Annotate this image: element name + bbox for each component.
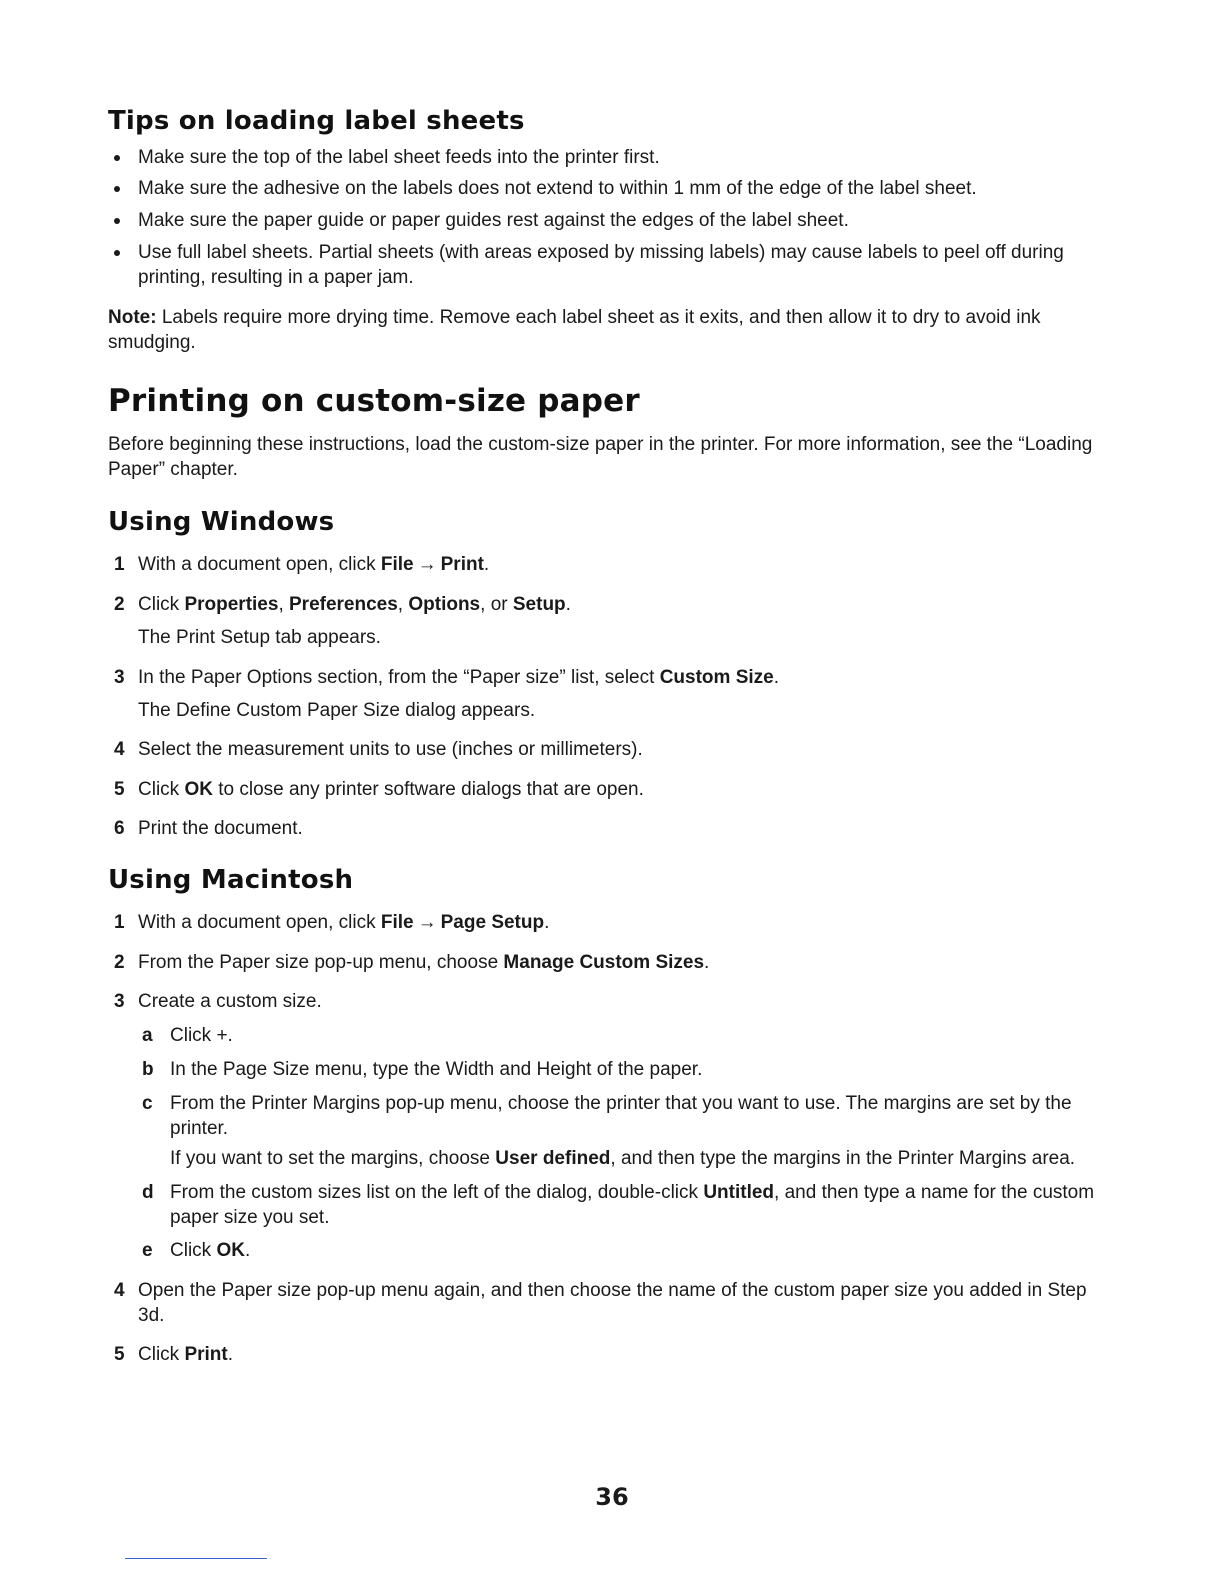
mac-step-2: 2 From the Paper size pop-up menu, choose Manage Custom Sizes.: [114, 952, 710, 973]
windows-step-1: 1 With a document open, click File → Print.: [114, 554, 490, 575]
windows-step-2: 2 Click Properties, Preferences, Options, or Setup.: [114, 594, 571, 615]
custom-intro: Before beginning these instructions, load the custom-size paper in the printer. For more information, see the “Loading Paper” chapter.: [108, 434, 1093, 480]
mac-substep-e: e Click OK.: [142, 1240, 251, 1261]
bullet-icon: [114, 186, 120, 192]
arrow-right-icon: →: [417, 912, 437, 933]
windows-step-2-result: The Print Setup tab appears.: [138, 627, 381, 648]
list-item: Make sure the adhesive on the labels does not extend to within 1 mm of the edge of the label sheet.: [108, 176, 1113, 201]
windows-step-3: 3 In the Paper Options section, from the “Paper size” list, select Custom Size.: [114, 667, 779, 688]
bullet-icon: [114, 155, 120, 161]
list-item: Make sure the top of the label sheet feeds into the printer first.: [108, 145, 1113, 170]
list-item: Make sure the paper guide or paper guides rest against the edges of the label sheet.: [108, 208, 1113, 233]
mac-step-4: 4 Open the Paper size pop-up menu again, and then choose the name of the custom paper size you added in Step 3d.: [114, 1280, 1087, 1326]
windows-step-3-result: The Define Custom Paper Size dialog appears.: [138, 700, 536, 721]
windows-step-5: 5 Click OK to close any printer software dialogs that are open.: [114, 779, 644, 800]
tips-heading: Tips on loading label sheets: [108, 106, 525, 136]
list-item: Use full label sheets. Partial sheets (with areas exposed by missing labels) may cause labels to peel off during printing, resulting in a paper jam.: [108, 240, 1113, 290]
mac-substep-b: b In the Page Size menu, type the Width and Height of the paper.: [142, 1059, 703, 1080]
mac-step-3: 3 Create a custom size.: [114, 991, 322, 1012]
footer-divider: [125, 1558, 267, 1559]
mac-substep-d: d From the custom sizes list on the left of the dialog, double-click Untitled, and then type a name for the custom paper size you set.: [142, 1182, 1095, 1228]
windows-heading: Using Windows: [108, 507, 335, 537]
arrow-right-icon: →: [417, 554, 437, 575]
bullet-icon: [114, 250, 120, 256]
windows-step-4: 4 Select the measurement units to use (inches or millimeters).: [114, 739, 643, 760]
mac-substep-a: a Click +.: [142, 1025, 233, 1046]
windows-step-6: 6 Print the document.: [114, 818, 303, 839]
note-paragraph: Note: Labels require more drying time. Remove each label sheet as it exits, and then allow it to dry to avoid ink smudging.: [108, 307, 1041, 353]
bullet-icon: [114, 218, 120, 224]
mac-step-5: 5 Click Print.: [114, 1344, 234, 1365]
mac-substep-c-note: If you want to set the margins, choose User defined, and then type the margins in the Printer Margins area.: [170, 1148, 1076, 1169]
mac-step-1: 1 With a document open, click File → Page Setup.: [114, 912, 550, 933]
mac-heading: Using Macintosh: [108, 865, 354, 895]
mac-substep-c: c From the Printer Margins pop-up menu, choose the printer that you want to use. The margins are set by the printer.: [142, 1093, 1072, 1139]
page-number: 36: [595, 1483, 629, 1511]
custom-size-heading: Printing on custom-size paper: [108, 383, 640, 419]
note-label: Note:: [108, 307, 157, 328]
